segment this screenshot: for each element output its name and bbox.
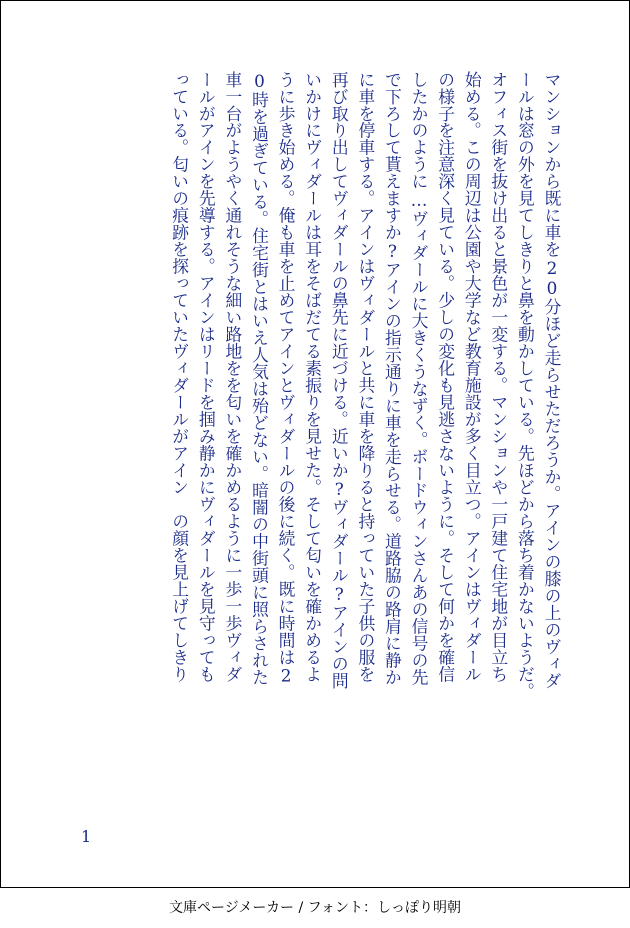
text-column: っている。匂いの痕跡を探っていたヴィダールがアイン の顔を見上げてしきり xyxy=(169,71,190,683)
text-column: オフィス街を抜け出ると景色が一変する。マンションや一戸建て住宅地が目立ち xyxy=(488,71,509,683)
text-column: ールがアインを先導する。アインはリードを掴み静かにヴィダールを見守っても xyxy=(196,71,217,683)
text-column: に車を停車する。アインはヴィダールと共に車を降りると持っていた子供の服を xyxy=(355,71,376,683)
page-number: 1 xyxy=(81,827,92,846)
text-column: マンションから既に車を20分ほど走らせただろうか。アインの膝の上のヴィダ xyxy=(542,71,562,690)
text-column: いかけにヴィダールは耳をそばだてる素振りを見せた。そして匂いを確かめるよ xyxy=(302,71,323,683)
text-column: 始める。この周辺は公園や大学など教育施設が多く目立つ。アインはヴィダール xyxy=(462,71,483,683)
text-column: したかのように…ヴィダールに大きくうなずく。ボードウィンさんあの信号の先 xyxy=(409,71,430,686)
text-column: の様子を注意深く見ている。少しの変化も見逃さないように。そして何かを確信 xyxy=(435,71,456,683)
text-column: 0時を過ぎている。住宅街とはいえ人気は殆どない。暗闇の中街頭に照らされた xyxy=(249,71,270,686)
text-column: 車一台がようやく通れそうな細い路地をを匂いを確かめるように一歩一歩ヴィダ xyxy=(222,71,243,683)
text-column: うに歩き始める。俺も車を止めてアインとヴィダールの後に続く。既に時間は2 xyxy=(276,71,297,686)
text-column: で下ろして貰えますか?アインの指示通りに車を走らせる。道路脇の路肩に静か xyxy=(382,71,403,686)
footer-credit: 文庫ページメーカー / フォント：しっぽり明朝 xyxy=(169,900,461,916)
text-column: 再び取り出してヴィダールの鼻先に近づける。近いか?ヴィダール?アインの問 xyxy=(329,71,350,690)
vertical-text-body xyxy=(166,71,565,791)
text-column: ールは窓の外を見てしきりと鼻を動かしている。先ほどから落ち着かないようだ。 xyxy=(515,71,536,700)
